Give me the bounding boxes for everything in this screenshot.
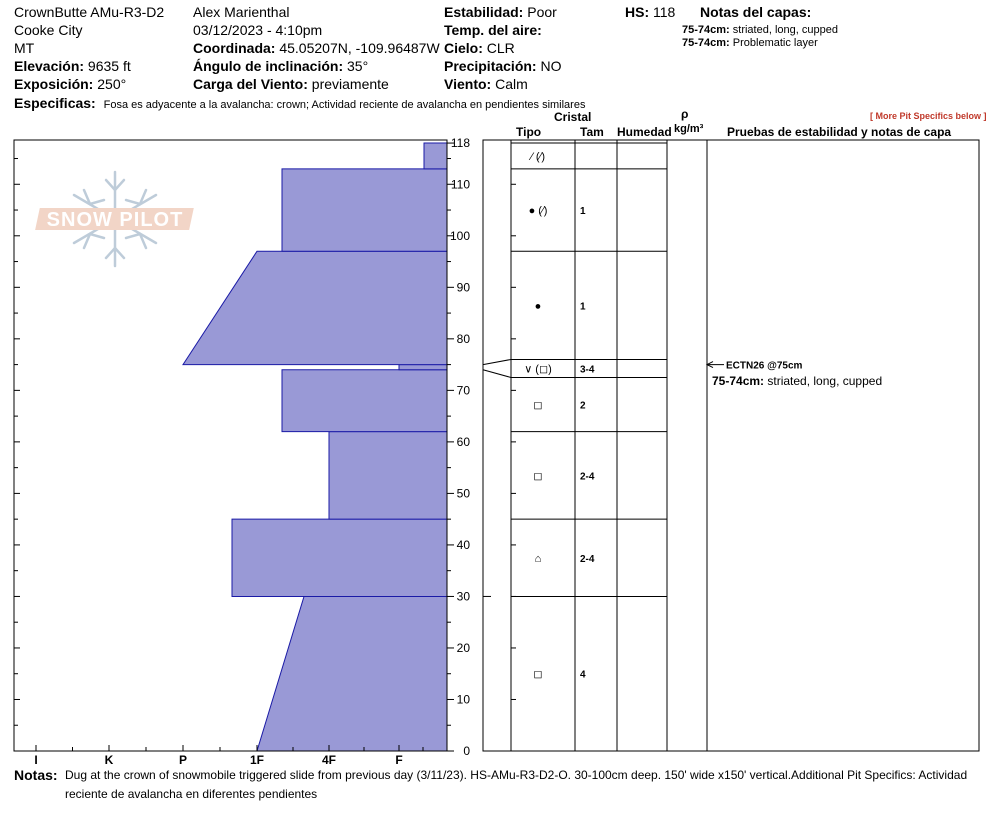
hardness-tick-label: 4F [321, 753, 337, 767]
hardness-bar [183, 251, 447, 364]
hardness-bar [282, 169, 447, 251]
observer: Alex Marienthal [193, 4, 290, 20]
hardness-bar [424, 143, 447, 169]
layer-size: 2-4 [580, 471, 595, 483]
coord-value: 45.05207N, -109.96487W [279, 40, 440, 56]
precip-value: NO [540, 58, 562, 74]
specifics-value: Fosa es adyacente a la avalancha: crown; Actividad reciente de avalancha en pendientes similares [103, 99, 586, 111]
elevation-label: Elevación: [14, 58, 85, 74]
depth-tick-label: 0 [463, 744, 470, 758]
hardness-profile [183, 143, 447, 751]
layer-connector [483, 370, 511, 378]
hardness-bar [257, 596, 447, 751]
layer-grain: ⁄ (⁄) [530, 150, 546, 163]
stability-label: Estabilidad: [444, 4, 524, 20]
hs-label: HS: [625, 4, 650, 20]
slope-value: 35° [347, 58, 369, 74]
hardness-bar [329, 432, 447, 520]
layer-note-text: Problematic layer [732, 37, 818, 49]
hardness-tick-label: 1F [249, 753, 265, 767]
slope-label: Ángulo de inclinación: [193, 58, 344, 74]
density-unit-header: kg/m³ [674, 123, 704, 135]
layer-note-depth: 75-74cm: [682, 24, 730, 36]
notes-value: Dug at the crown of snowmobile triggered slide from previous day (3/11/23). HS-AMu-R3-D2-O. 30-100cm deep. 150' wide x150' vertical.Additional Pit Specifics: Actividad reciente de avalancha en diferentes pendientes [65, 768, 968, 801]
aspect-value: 250° [97, 76, 127, 92]
precip-label: Precipitación: [444, 58, 537, 74]
type-header: Tipo [516, 125, 542, 139]
state: MT [14, 40, 35, 56]
location: Cooke City [14, 22, 83, 38]
hardness-tick-label: K [104, 753, 114, 767]
notes [14, 766, 984, 804]
layer-comment-depth: 75-74cm: [712, 374, 768, 389]
notes-label: Notas: [14, 767, 58, 783]
wind-load-label: Carga del Viento: [193, 76, 308, 92]
snowpilot-logo [35, 172, 194, 266]
hs-value: 118 [653, 4, 676, 20]
layer-grain: ◻ [533, 399, 543, 412]
depth-tick-label: 50 [456, 486, 470, 501]
layer-size: 1 [580, 206, 586, 218]
layer-size: 2 [580, 400, 586, 412]
layer-grain: ◻ [533, 470, 543, 483]
depth-tick-label: 100 [449, 228, 470, 243]
layer-note-depth: 75-74cm: [682, 37, 730, 49]
hardness-bar [282, 370, 447, 432]
wind-value: Calm [495, 76, 528, 92]
layer-size: 3-4 [580, 364, 595, 376]
datetime: 03/12/2023 - 4:10pm [193, 22, 323, 38]
grain-table [483, 140, 979, 751]
rho-header: ρ [681, 107, 689, 121]
depth-tick-label: 90 [456, 280, 470, 295]
wind-load-value: previamente [311, 76, 389, 92]
depth-tick-label: 30 [456, 589, 470, 604]
specifics-label: Especificas: [14, 95, 96, 111]
stability-value: Poor [527, 4, 557, 20]
layer-grain: ∨ (◻) [524, 363, 552, 376]
hardness-tick-label: P [178, 753, 188, 767]
depth-tick-label: 20 [456, 640, 470, 655]
hardness-bar [232, 519, 447, 596]
layer-grain: ● [534, 300, 542, 313]
sky-value: CLR [486, 40, 515, 56]
size-header: Tam [580, 125, 604, 139]
depth-tick-label: 40 [456, 537, 470, 552]
layer-size: 1 [580, 301, 586, 313]
crystal-header: Cristal [554, 110, 592, 124]
coord-label: Coordinada: [193, 40, 276, 56]
air-temp-label: Temp. del aire: [444, 22, 542, 38]
layer-size: 2-4 [580, 553, 595, 565]
depth-tick-label: 110 [450, 177, 470, 192]
layer-notes-title: Notas del capas: [700, 4, 812, 20]
aspect-label: Exposición: [14, 76, 94, 92]
depth-tick-label: 70 [456, 383, 470, 398]
depth-tick-label: 10 [456, 692, 470, 707]
hardness-tick-label: F [395, 753, 403, 767]
hardness-bar [399, 365, 447, 370]
layer-comment [712, 374, 882, 388]
depth-tick-label: 60 [456, 434, 470, 449]
hardness-tick-label: I [34, 753, 38, 767]
layer-note-text: striated, long, cupped [732, 24, 838, 36]
moisture-header: Humedad [617, 125, 672, 139]
layer-connector [483, 359, 511, 364]
tests-header: Pruebas de estabilidad y notas de capa [727, 125, 952, 139]
logo-text: SNOW PILOT [46, 209, 184, 231]
sky-label: Cielo: [444, 40, 483, 56]
layer-grain: ◻ [533, 668, 543, 681]
table-frame [483, 140, 979, 751]
layer-size: 4 [580, 669, 586, 681]
wind-label: Viento: [444, 76, 492, 92]
pit-name: CrownButte AMu-R3-D2 [14, 4, 165, 20]
depth-tick-label: 80 [456, 331, 470, 346]
layer-grain: ⌂ [534, 552, 542, 565]
depth-tick-label: 118 [450, 136, 470, 151]
test-result-label: ECTN26 @75cm [726, 360, 803, 372]
elevation-value: 9635 ft [87, 58, 131, 74]
more-specifics-link[interactable]: [ More Pit Specifics below ] [870, 111, 987, 121]
layer-grain: ● (⁄) [528, 205, 548, 218]
layer-comment-text: striated, long, cupped [767, 374, 883, 389]
